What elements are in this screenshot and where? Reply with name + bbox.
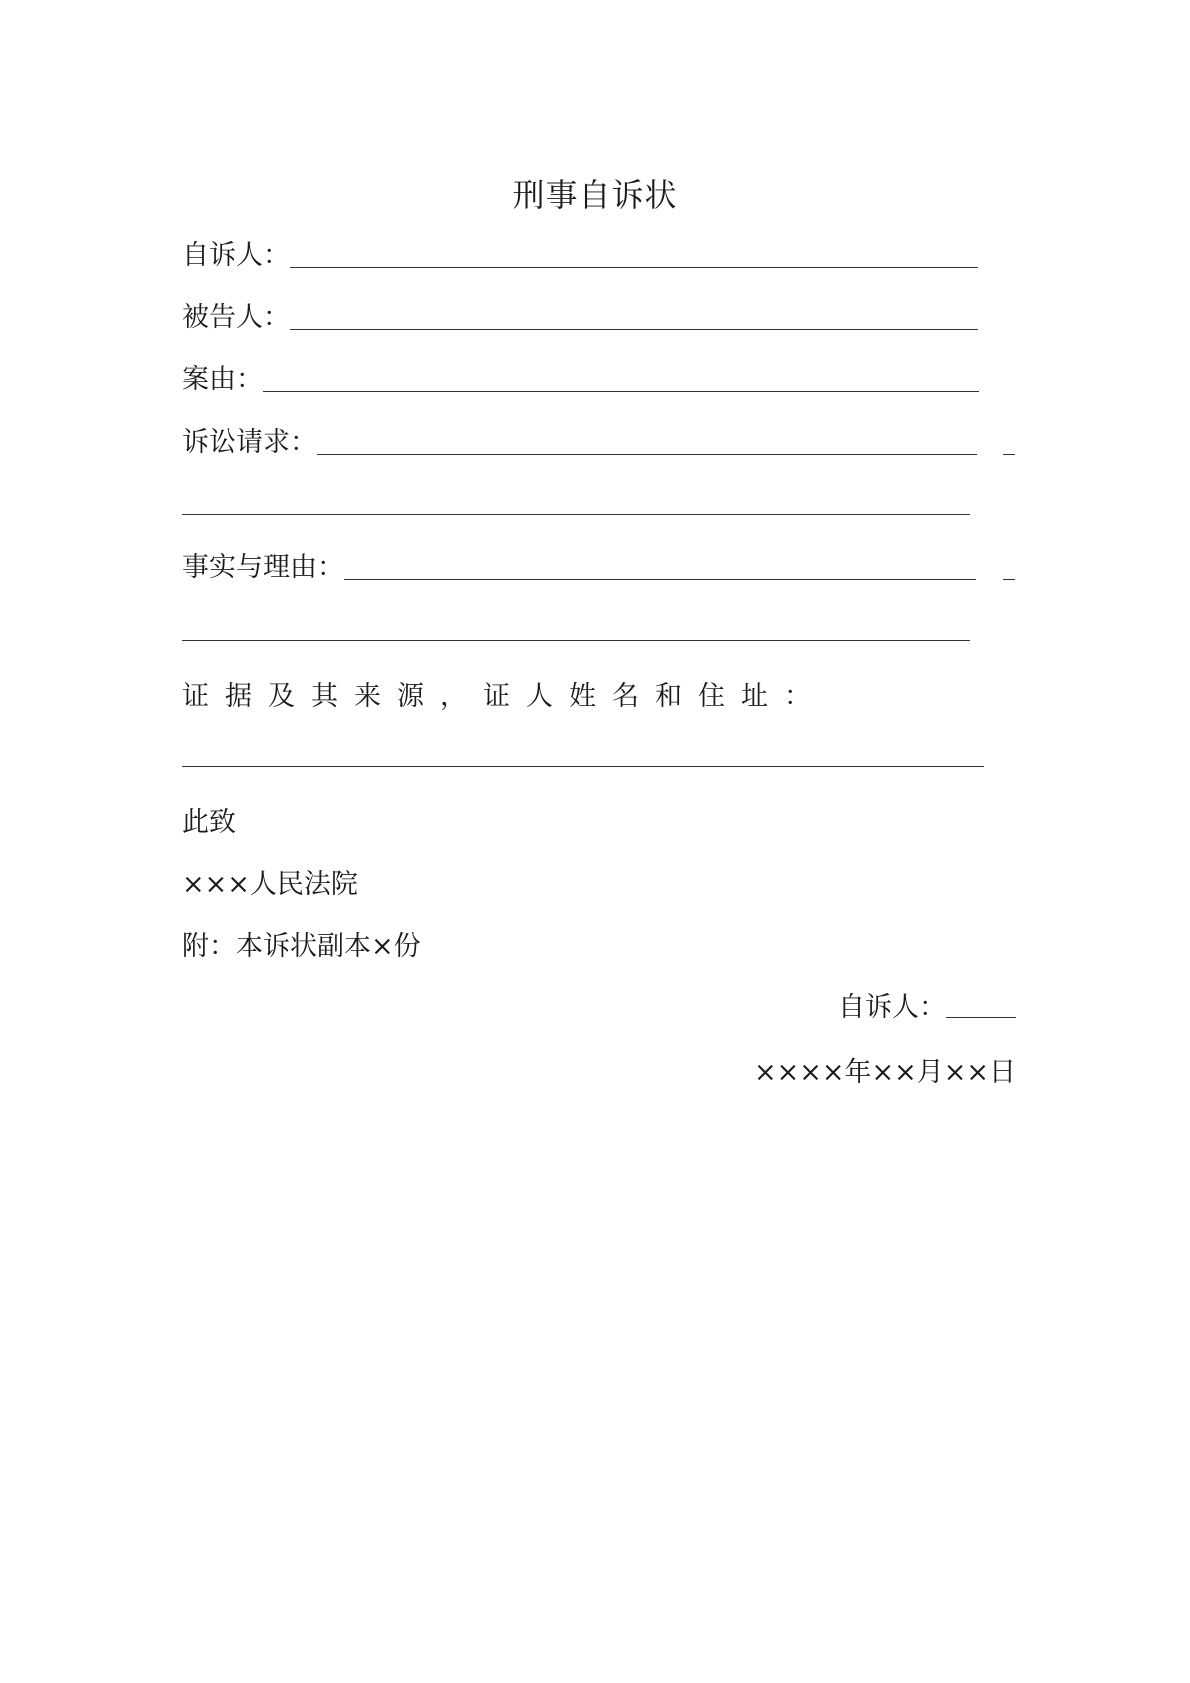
- signature-date: ××××年××月××日: [754, 1057, 1016, 1088]
- signer-label: 自诉人：: [838, 992, 946, 1023]
- salutation: 此致: [182, 807, 236, 838]
- plaintiff-label: 自诉人：: [182, 240, 290, 271]
- court-name: ×××人民法院: [182, 869, 358, 900]
- facts-tail-blank: [1003, 579, 1015, 580]
- claims-continuation-blank[interactable]: [182, 514, 970, 515]
- evidence-blank[interactable]: [182, 766, 984, 767]
- defendant-label: 被告人：: [182, 302, 290, 333]
- cause-row: [182, 362, 979, 398]
- signer-blank[interactable]: [946, 1017, 1016, 1018]
- document-title: 刑事自诉状: [512, 176, 678, 214]
- evidence-label: 证据及其来源，证人姓名和住址：: [182, 681, 827, 712]
- signature-row: [838, 988, 1016, 1024]
- plaintiff-row: [182, 238, 978, 274]
- claims-blank[interactable]: [317, 454, 977, 455]
- cause-label: 案由：: [182, 364, 263, 395]
- defendant-blank[interactable]: [290, 329, 978, 330]
- facts-row: [182, 550, 976, 586]
- facts-continuation-blank[interactable]: [182, 640, 970, 641]
- claims-label: 诉讼请求：: [182, 427, 317, 458]
- defendant-row: [182, 300, 978, 336]
- attachment-note: 附：本诉状副本×份: [182, 931, 421, 962]
- facts-blank[interactable]: [344, 579, 976, 580]
- plaintiff-blank[interactable]: [290, 267, 978, 268]
- claims-row: [182, 425, 977, 461]
- claims-tail-blank: [1003, 454, 1015, 455]
- facts-label: 事实与理由：: [182, 552, 344, 583]
- cause-blank[interactable]: [263, 391, 979, 392]
